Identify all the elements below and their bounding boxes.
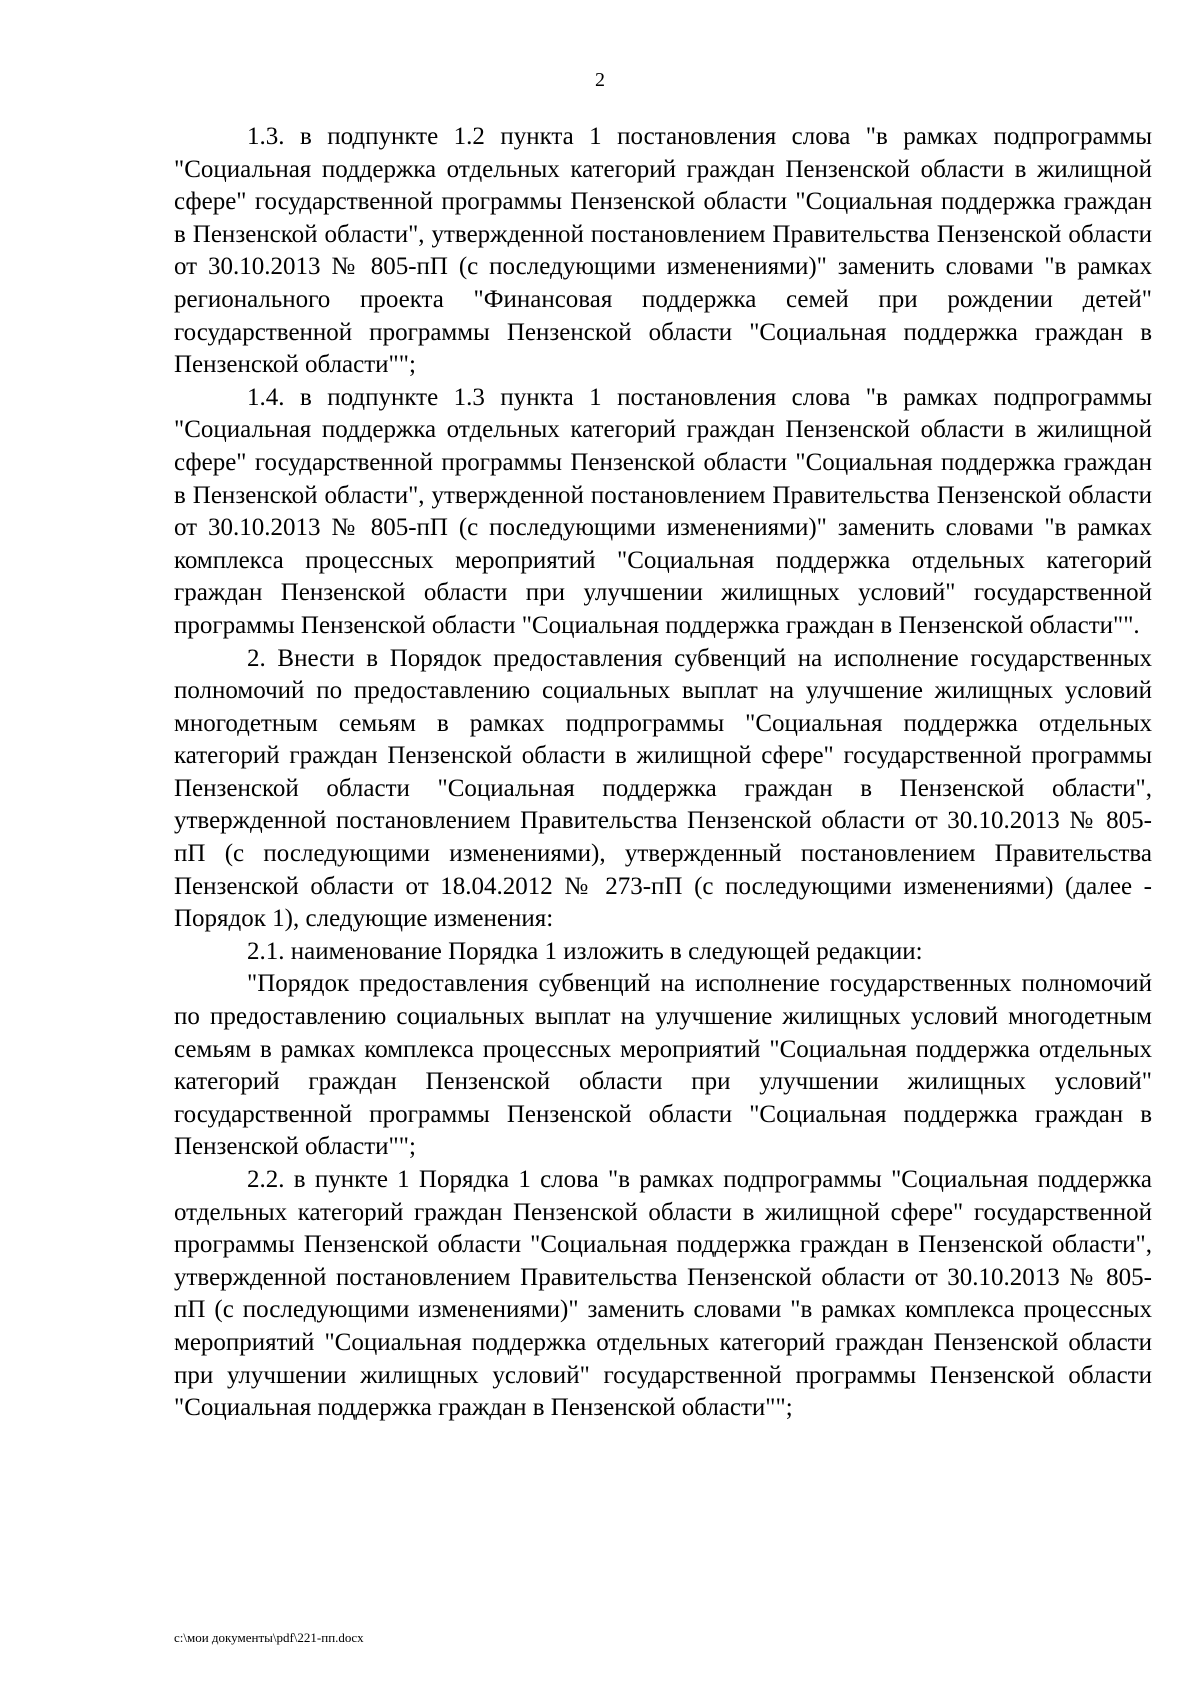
document-body <box>174 121 1152 1425</box>
paragraph-1-3: 1.3. в подпункте 1.2 пункта 1 постановления слова "в рамках подпрограммы "Социальная поддержка отдельных категорий граждан Пензенской области в жилищной сфере" государственной программы Пензенской области "Социальная поддержка граждан в Пензенской области", утвержденной постановлением Правительства Пензенской области от 30.10.2013 № 805-пП (с последующими изменениями)" заменить словами "в рамках регионального проекта "Финансовая поддержка семей при рождении детей" государственной программы Пензенской области "Социальная поддержка граждан в Пензенской области""; <box>174 123 1152 379</box>
paragraph-new-title: "Порядок предоставления субвенций на исполнение государственных полномочий по предоставлению социальных выплат на улучшение жилищных условий многодетным семьям в рамках комплекса процессных мероприятий "Социальная поддержка отдельных категорий граждан Пензенской области при улучшении жилищных условий" государственной программы Пензенской области "Социальная поддержка граждан в Пензенской области""; <box>174 970 1152 1161</box>
paragraph-1-4: 1.4. в подпункте 1.3 пункта 1 постановления слова "в рамках подпрограммы "Социальная поддержка отдельных категорий граждан Пензенской области в жилищной сфере" государственной программы Пензенской области "Социальная поддержка граждан в Пензенской области", утвержденной постановлением Правительства Пензенской области от 30.10.2013 № 805-пП (с последующими изменениями)" заменить словами "в рамках комплекса процессных мероприятий "Социальная поддержка отдельных категорий граждан Пензенской области при улучшении жилищных условий" государственной программы Пензенской области "Социальная поддержка граждан в Пензенской области"". <box>174 383 1152 639</box>
page-number: 2 <box>595 69 605 91</box>
paragraph-2-1: 2.1. наименование Порядка 1 изложить в следующей редакции: <box>247 937 923 965</box>
footer-file-path: c:\мои документы\pdf\221-пп.docx <box>174 1630 364 1645</box>
paragraph-2-2: 2.2. в пункте 1 Порядка 1 слова "в рамках подпрограммы "Социальная поддержка отдельных категорий граждан Пензенской области в жилищной сфере" государственной программы Пензенской области "Социальная поддержка граждан в Пензенской области", утвержденной постановлением Правительства Пензенской области от 30.10.2013 № 805-пП (с последующими изменениями)" заменить словами "в рамках комплекса процессных мероприятий "Социальная поддержка отдельных категорий граждан Пензенской области при улучшении жилищных условий" государственной программы Пензенской области "Социальная поддержка граждан в Пензенской области""; <box>174 1166 1152 1422</box>
paragraph-2: 2. Внести в Порядок предоставления субвенций на исполнение государственных полномочий по предоставлению социальных выплат на улучшение жилищных условий многодетным семьям в рамках подпрограммы "Социальная поддержка отдельных категорий граждан Пензенской области в жилищной сфере" государственной программы Пензенской области "Социальная поддержка граждан в Пензенской области", утвержденной постановлением Правительства Пензенской области от 30.10.2013 № 805-пП (с последующими изменениями), утвержденный постановлением Правительства Пензенской области от 18.04.2012 № 273-пП (с последующими изменениями) (далее - Порядок 1), следующие изменения: <box>174 644 1152 933</box>
